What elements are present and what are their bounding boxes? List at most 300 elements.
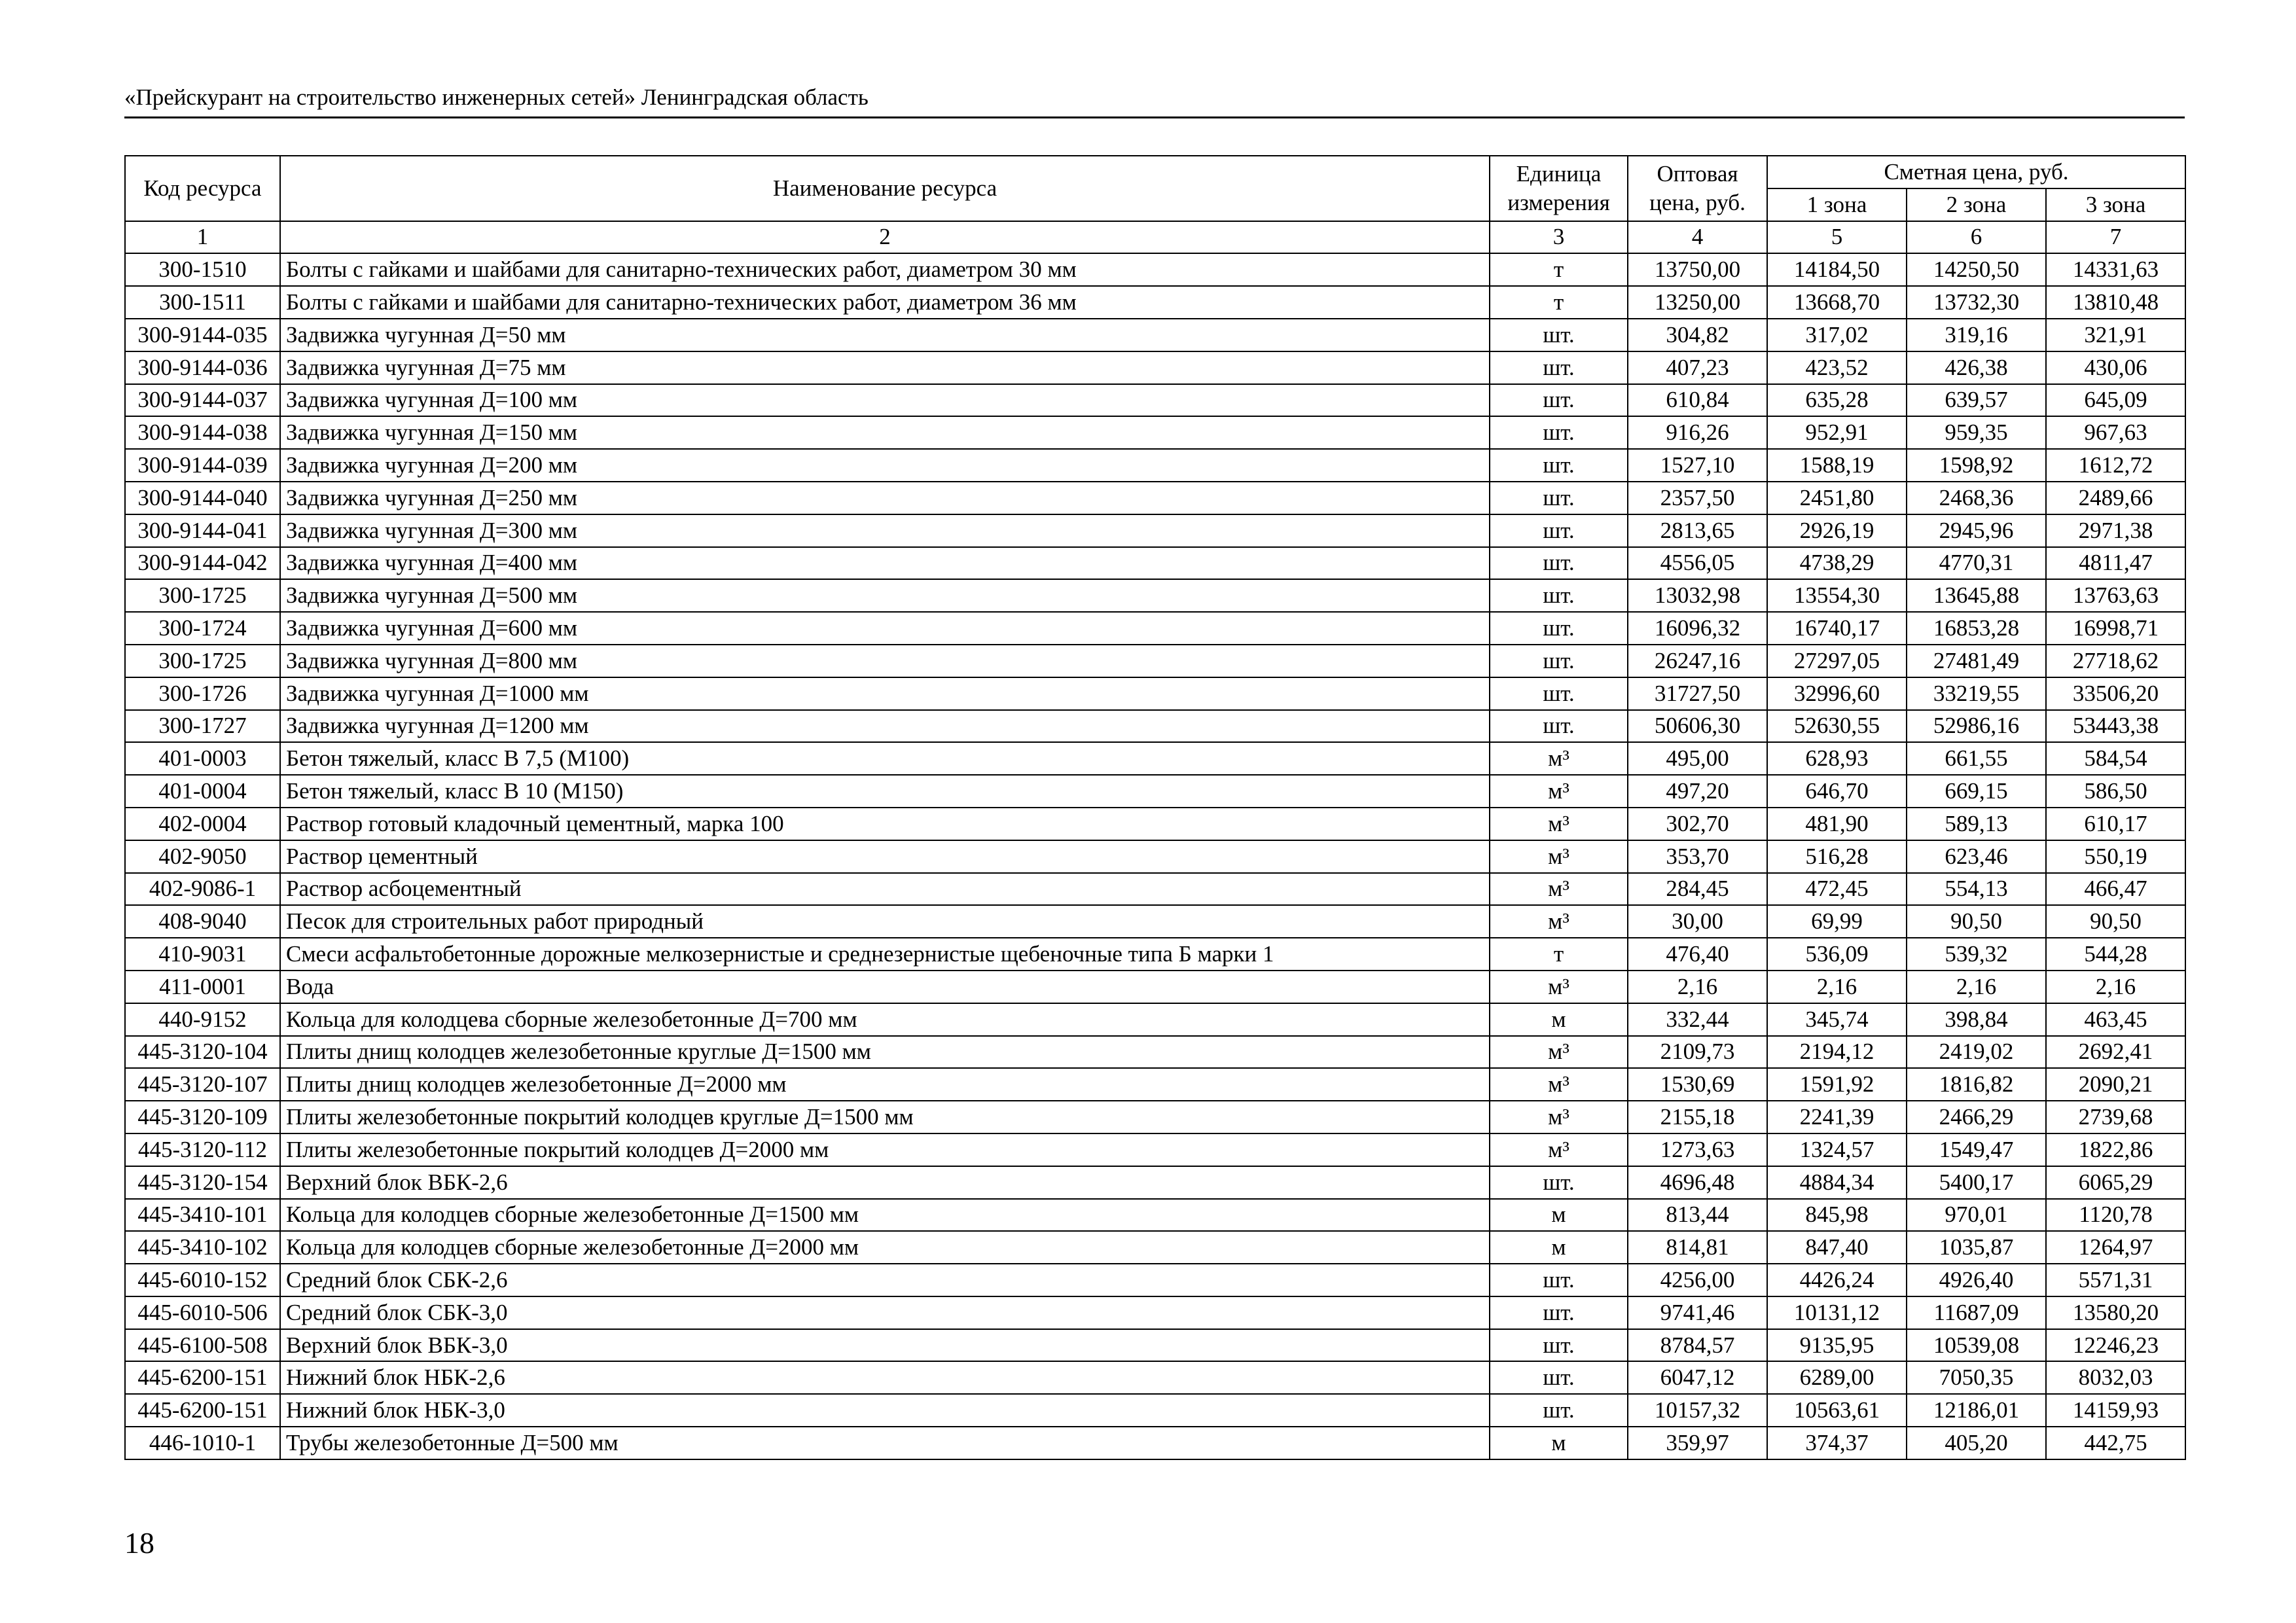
cell-unit: шт.	[1490, 710, 1628, 743]
header-name: Наименование ресурса	[280, 156, 1490, 221]
cell-zone3-price: 463,45	[2046, 1003, 2185, 1036]
cell-name: Верхний блок ВБК-2,6	[280, 1166, 1490, 1199]
cell-zone1-price: 4884,34	[1767, 1166, 1907, 1199]
cell-unit: шт.	[1490, 449, 1628, 482]
cell-wholesale-price: 4556,05	[1628, 547, 1767, 580]
cell-zone1-price: 4738,29	[1767, 547, 1907, 580]
cell-zone3-price: 1120,78	[2046, 1199, 2185, 1232]
cell-name: Плиты днищ колодцев железобетонные круглые Д=1500 мм	[280, 1036, 1490, 1069]
cell-zone1-price: 10563,61	[1767, 1394, 1907, 1427]
cell-code: 300-1725	[125, 579, 280, 612]
cell-unit: шт.	[1490, 319, 1628, 351]
cell-zone1-price: 635,28	[1767, 384, 1907, 417]
header-rule	[124, 116, 2185, 118]
table-row	[125, 449, 2185, 482]
cell-zone2-price: 4770,31	[1907, 547, 2046, 580]
table-header	[125, 156, 2185, 253]
cell-unit: м³	[1490, 873, 1628, 906]
cell-unit: м³	[1490, 808, 1628, 840]
cell-unit: т	[1490, 286, 1628, 319]
cell-name: Средний блок СБК-2,6	[280, 1264, 1490, 1296]
cell-unit: шт.	[1490, 579, 1628, 612]
cell-code: 445-3120-112	[125, 1133, 280, 1166]
cell-code: 445-3410-101	[125, 1199, 280, 1232]
cell-zone1-price: 628,93	[1767, 742, 1907, 775]
cell-wholesale-price: 10157,32	[1628, 1394, 1767, 1427]
cell-zone1-price: 472,45	[1767, 873, 1907, 906]
cell-name: Трубы железобетонные Д=500 мм	[280, 1427, 1490, 1459]
cell-unit: шт.	[1490, 677, 1628, 710]
cell-wholesale-price: 8784,57	[1628, 1329, 1767, 1362]
cell-wholesale-price: 4696,48	[1628, 1166, 1767, 1199]
cell-name: Задвижка чугунная Д=250 мм	[280, 482, 1490, 514]
cell-name: Раствор цементный	[280, 840, 1490, 873]
cell-wholesale-price: 497,20	[1628, 775, 1767, 808]
header-zone1: 1 зона	[1767, 188, 1907, 221]
cell-zone3-price: 430,06	[2046, 351, 2185, 384]
cell-name: Задвижка чугунная Д=200 мм	[280, 449, 1490, 482]
header-estimate: Сметная цена, руб.	[1767, 156, 2185, 188]
cell-zone3-price: 584,54	[2046, 742, 2185, 775]
cell-unit: шт.	[1490, 1361, 1628, 1394]
cell-unit: шт.	[1490, 645, 1628, 677]
cell-wholesale-price: 2357,50	[1628, 482, 1767, 514]
cell-unit: м	[1490, 1231, 1628, 1264]
cell-zone3-price: 2,16	[2046, 971, 2185, 1003]
column-number: 2	[280, 221, 1490, 254]
cell-name: Задвижка чугунная Д=500 мм	[280, 579, 1490, 612]
cell-wholesale-price: 1273,63	[1628, 1133, 1767, 1166]
cell-name: Задвижка чугунная Д=50 мм	[280, 319, 1490, 351]
cell-unit: шт.	[1490, 514, 1628, 547]
table-row	[125, 1003, 2185, 1036]
cell-zone1-price: 845,98	[1767, 1199, 1907, 1232]
table-row	[125, 482, 2185, 514]
cell-unit: шт.	[1490, 482, 1628, 514]
cell-unit: шт.	[1490, 612, 1628, 645]
cell-zone1-price: 317,02	[1767, 319, 1907, 351]
cell-zone2-price: 1035,87	[1907, 1231, 2046, 1264]
cell-zone3-price: 1612,72	[2046, 449, 2185, 482]
table-row	[125, 1361, 2185, 1394]
cell-name: Плиты железобетонные покрытий колодцев круглые Д=1500 мм	[280, 1101, 1490, 1133]
cell-name: Плиты железобетонные покрытий колодцев Д=2000 мм	[280, 1133, 1490, 1166]
cell-code: 445-3120-104	[125, 1036, 280, 1069]
table-row	[125, 612, 2185, 645]
cell-unit: шт.	[1490, 1329, 1628, 1362]
cell-zone3-price: 4811,47	[2046, 547, 2185, 580]
cell-zone3-price: 14159,93	[2046, 1394, 2185, 1427]
cell-name: Бетон тяжелый, класс В 7,5 (М100)	[280, 742, 1490, 775]
cell-zone2-price: 2468,36	[1907, 482, 2046, 514]
cell-zone1-price: 952,91	[1767, 416, 1907, 449]
cell-code: 402-9086-1	[125, 873, 280, 906]
cell-name: Кольца для колодцев сборные железобетонные Д=2000 мм	[280, 1231, 1490, 1264]
cell-zone2-price: 426,38	[1907, 351, 2046, 384]
cell-unit: м³	[1490, 905, 1628, 938]
cell-unit: м	[1490, 1003, 1628, 1036]
cell-zone2-price: 2,16	[1907, 971, 2046, 1003]
cell-unit: шт.	[1490, 1264, 1628, 1296]
cell-wholesale-price: 4256,00	[1628, 1264, 1767, 1296]
table-row	[125, 1296, 2185, 1329]
cell-zone3-price: 550,19	[2046, 840, 2185, 873]
cell-zone3-price: 53443,38	[2046, 710, 2185, 743]
cell-zone1-price: 52630,55	[1767, 710, 1907, 743]
cell-code: 300-9144-035	[125, 319, 280, 351]
cell-zone3-price: 321,91	[2046, 319, 2185, 351]
cell-wholesale-price: 304,82	[1628, 319, 1767, 351]
cell-name: Раствор готовый кладочный цементный, марка 100	[280, 808, 1490, 840]
cell-zone1-price: 2,16	[1767, 971, 1907, 1003]
cell-zone3-price: 586,50	[2046, 775, 2185, 808]
cell-code: 410-9031	[125, 938, 280, 971]
cell-code: 300-1726	[125, 677, 280, 710]
cell-zone2-price: 639,57	[1907, 384, 2046, 417]
cell-unit: м³	[1490, 840, 1628, 873]
cell-code: 300-1510	[125, 253, 280, 286]
cell-zone1-price: 2194,12	[1767, 1036, 1907, 1069]
cell-wholesale-price: 9741,46	[1628, 1296, 1767, 1329]
cell-zone1-price: 13554,30	[1767, 579, 1907, 612]
cell-zone2-price: 959,35	[1907, 416, 2046, 449]
cell-name: Задвижка чугунная Д=300 мм	[280, 514, 1490, 547]
cell-zone1-price: 1324,57	[1767, 1133, 1907, 1166]
cell-zone3-price: 2971,38	[2046, 514, 2185, 547]
cell-zone3-price: 14331,63	[2046, 253, 2185, 286]
cell-code: 300-1727	[125, 710, 280, 743]
table-row	[125, 677, 2185, 710]
cell-code: 446-1010-1	[125, 1427, 280, 1459]
table-row	[125, 1329, 2185, 1362]
cell-wholesale-price: 813,44	[1628, 1199, 1767, 1232]
cell-name: Смеси асфальтобетонные дорожные мелкозернистые и среднезернистые щебеночные типа Б марки 1	[280, 938, 1490, 971]
cell-zone3-price: 8032,03	[2046, 1361, 2185, 1394]
cell-code: 300-9144-041	[125, 514, 280, 547]
cell-code: 401-0003	[125, 742, 280, 775]
cell-code: 445-3120-107	[125, 1068, 280, 1101]
cell-zone2-price: 1598,92	[1907, 449, 2046, 482]
cell-zone3-price: 13763,63	[2046, 579, 2185, 612]
cell-unit: м³	[1490, 1068, 1628, 1101]
cell-zone2-price: 13645,88	[1907, 579, 2046, 612]
column-number: 1	[125, 221, 280, 254]
cell-code: 300-9144-037	[125, 384, 280, 417]
table-row	[125, 1264, 2185, 1296]
cell-name: Кольца для колодцева сборные железобетонные Д=700 мм	[280, 1003, 1490, 1036]
table-row	[125, 1166, 2185, 1199]
cell-wholesale-price: 916,26	[1628, 416, 1767, 449]
cell-zone3-price: 2739,68	[2046, 1101, 2185, 1133]
cell-wholesale-price: 1527,10	[1628, 449, 1767, 482]
cell-zone1-price: 13668,70	[1767, 286, 1907, 319]
column-number: 3	[1490, 221, 1628, 254]
cell-wholesale-price: 302,70	[1628, 808, 1767, 840]
cell-code: 300-9144-042	[125, 547, 280, 580]
cell-code: 300-1724	[125, 612, 280, 645]
cell-code: 445-3120-109	[125, 1101, 280, 1133]
cell-zone3-price: 33506,20	[2046, 677, 2185, 710]
cell-wholesale-price: 2109,73	[1628, 1036, 1767, 1069]
cell-name: Песок для строительных работ природный	[280, 905, 1490, 938]
table-row	[125, 384, 2185, 417]
cell-wholesale-price: 13032,98	[1628, 579, 1767, 612]
cell-wholesale-price: 407,23	[1628, 351, 1767, 384]
cell-unit: м³	[1490, 742, 1628, 775]
cell-name: Задвижка чугунная Д=1000 мм	[280, 677, 1490, 710]
cell-code: 402-0004	[125, 808, 280, 840]
cell-unit: шт.	[1490, 384, 1628, 417]
cell-unit: т	[1490, 938, 1628, 971]
cell-unit: шт.	[1490, 1296, 1628, 1329]
cell-wholesale-price: 2,16	[1628, 971, 1767, 1003]
cell-zone2-price: 7050,35	[1907, 1361, 2046, 1394]
cell-zone3-price: 442,75	[2046, 1427, 2185, 1459]
cell-unit: м³	[1490, 1036, 1628, 1069]
cell-zone2-price: 12186,01	[1907, 1394, 2046, 1427]
table-row	[125, 351, 2185, 384]
cell-zone1-price: 32996,60	[1767, 677, 1907, 710]
cell-wholesale-price: 2155,18	[1628, 1101, 1767, 1133]
cell-code: 300-9144-036	[125, 351, 280, 384]
header-zone2: 2 зона	[1907, 188, 2046, 221]
cell-zone2-price: 14250,50	[1907, 253, 2046, 286]
cell-zone2-price: 52986,16	[1907, 710, 2046, 743]
cell-wholesale-price: 13750,00	[1628, 253, 1767, 286]
cell-code: 300-9144-040	[125, 482, 280, 514]
cell-unit: шт.	[1490, 416, 1628, 449]
cell-zone1-price: 374,37	[1767, 1427, 1907, 1459]
cell-code: 300-1725	[125, 645, 280, 677]
cell-zone2-price: 589,13	[1907, 808, 2046, 840]
cell-wholesale-price: 332,44	[1628, 1003, 1767, 1036]
column-number-row	[125, 221, 2185, 254]
header-code: Код ресурса	[125, 156, 280, 221]
cell-unit: шт.	[1490, 1394, 1628, 1427]
cell-zone1-price: 847,40	[1767, 1231, 1907, 1264]
cell-zone1-price: 2241,39	[1767, 1101, 1907, 1133]
cell-zone2-price: 661,55	[1907, 742, 2046, 775]
table-row	[125, 873, 2185, 906]
cell-zone2-price: 319,16	[1907, 319, 2046, 351]
cell-code: 300-9144-038	[125, 416, 280, 449]
cell-wholesale-price: 6047,12	[1628, 1361, 1767, 1394]
cell-zone3-price: 1264,97	[2046, 1231, 2185, 1264]
cell-unit: м³	[1490, 1101, 1628, 1133]
table-row	[125, 547, 2185, 580]
cell-code: 445-6200-151	[125, 1394, 280, 1427]
cell-zone3-price: 610,17	[2046, 808, 2185, 840]
cell-code: 445-6010-152	[125, 1264, 280, 1296]
cell-unit: шт.	[1490, 1166, 1628, 1199]
table-row	[125, 579, 2185, 612]
cell-zone1-price: 14184,50	[1767, 253, 1907, 286]
cell-zone2-price: 1816,82	[1907, 1068, 2046, 1101]
cell-zone2-price: 2419,02	[1907, 1036, 2046, 1069]
cell-wholesale-price: 30,00	[1628, 905, 1767, 938]
cell-zone2-price: 5400,17	[1907, 1166, 2046, 1199]
cell-code: 401-0004	[125, 775, 280, 808]
cell-zone1-price: 9135,95	[1767, 1329, 1907, 1362]
cell-unit: т	[1490, 253, 1628, 286]
table-row	[125, 710, 2185, 743]
cell-name: Нижний блок НБК-2,6	[280, 1361, 1490, 1394]
cell-wholesale-price: 1530,69	[1628, 1068, 1767, 1101]
cell-name: Нижний блок НБК-3,0	[280, 1394, 1490, 1427]
cell-zone1-price: 27297,05	[1767, 645, 1907, 677]
cell-wholesale-price: 2813,65	[1628, 514, 1767, 547]
cell-zone3-price: 967,63	[2046, 416, 2185, 449]
table-row	[125, 971, 2185, 1003]
cell-wholesale-price: 50606,30	[1628, 710, 1767, 743]
table-row	[125, 742, 2185, 775]
table-row	[125, 1231, 2185, 1264]
cell-code: 445-3410-102	[125, 1231, 280, 1264]
cell-zone3-price: 6065,29	[2046, 1166, 2185, 1199]
column-number: 6	[1907, 221, 2046, 254]
cell-zone2-price: 16853,28	[1907, 612, 2046, 645]
column-number: 5	[1767, 221, 1907, 254]
cell-zone1-price: 646,70	[1767, 775, 1907, 808]
cell-zone2-price: 405,20	[1907, 1427, 2046, 1459]
table-row	[125, 1199, 2185, 1232]
cell-code: 440-9152	[125, 1003, 280, 1036]
cell-zone1-price: 16740,17	[1767, 612, 1907, 645]
table-row	[125, 808, 2185, 840]
cell-unit: м	[1490, 1199, 1628, 1232]
cell-wholesale-price: 476,40	[1628, 938, 1767, 971]
running-header: «Прейскурант на строительство инженерных сетей» Ленинградская область	[124, 84, 869, 110]
cell-zone2-price: 970,01	[1907, 1199, 2046, 1232]
cell-zone1-price: 69,99	[1767, 905, 1907, 938]
cell-zone2-price: 623,46	[1907, 840, 2046, 873]
cell-zone1-price: 423,52	[1767, 351, 1907, 384]
cell-zone2-price: 554,13	[1907, 873, 2046, 906]
table-row	[125, 1427, 2185, 1459]
cell-zone1-price: 4426,24	[1767, 1264, 1907, 1296]
cell-wholesale-price: 284,45	[1628, 873, 1767, 906]
cell-zone3-price: 16998,71	[2046, 612, 2185, 645]
cell-unit: м³	[1490, 1133, 1628, 1166]
table-row	[125, 416, 2185, 449]
cell-name: Бетон тяжелый, класс В 10 (М150)	[280, 775, 1490, 808]
cell-code: 300-1511	[125, 286, 280, 319]
cell-code: 411-0001	[125, 971, 280, 1003]
cell-name: Задвижка чугунная Д=1200 мм	[280, 710, 1490, 743]
cell-name: Вода	[280, 971, 1490, 1003]
cell-zone1-price: 536,09	[1767, 938, 1907, 971]
table-row	[125, 1036, 2185, 1069]
cell-unit: шт.	[1490, 547, 1628, 580]
table-row	[125, 905, 2185, 938]
cell-zone2-price: 10539,08	[1907, 1329, 2046, 1362]
table-row	[125, 319, 2185, 351]
cell-zone2-price: 669,15	[1907, 775, 2046, 808]
cell-name: Болты с гайками и шайбами для санитарно-технических работ, диаметром 36 мм	[280, 286, 1490, 319]
header-wholesale: Оптовая цена, руб.	[1628, 156, 1767, 221]
cell-code: 300-9144-039	[125, 449, 280, 482]
cell-zone2-price: 33219,55	[1907, 677, 2046, 710]
table-row	[125, 1068, 2185, 1101]
cell-name: Задвижка чугунная Д=75 мм	[280, 351, 1490, 384]
cell-code: 402-9050	[125, 840, 280, 873]
cell-zone2-price: 2945,96	[1907, 514, 2046, 547]
table-row	[125, 840, 2185, 873]
cell-code: 445-3120-154	[125, 1166, 280, 1199]
cell-name: Кольца для колодцев сборные железобетонные Д=1500 мм	[280, 1199, 1490, 1232]
cell-zone3-price: 2692,41	[2046, 1036, 2185, 1069]
cell-zone2-price: 1549,47	[1907, 1133, 2046, 1166]
table-row	[125, 253, 2185, 286]
cell-zone2-price: 11687,09	[1907, 1296, 2046, 1329]
cell-code: 445-6010-506	[125, 1296, 280, 1329]
page-number: 18	[124, 1526, 154, 1560]
cell-zone1-price: 1588,19	[1767, 449, 1907, 482]
cell-zone3-price: 27718,62	[2046, 645, 2185, 677]
cell-zone1-price: 2926,19	[1767, 514, 1907, 547]
cell-name: Задвижка чугунная Д=150 мм	[280, 416, 1490, 449]
cell-zone1-price: 481,90	[1767, 808, 1907, 840]
cell-zone2-price: 4926,40	[1907, 1264, 2046, 1296]
header-unit: Единица измерения	[1490, 156, 1628, 221]
cell-wholesale-price: 26247,16	[1628, 645, 1767, 677]
cell-unit: м	[1490, 1427, 1628, 1459]
cell-wholesale-price: 13250,00	[1628, 286, 1767, 319]
table-row	[125, 1394, 2185, 1427]
cell-wholesale-price: 610,84	[1628, 384, 1767, 417]
cell-name: Задвижка чугунная Д=400 мм	[280, 547, 1490, 580]
cell-name: Задвижка чугунная Д=800 мм	[280, 645, 1490, 677]
cell-name: Плиты днищ колодцев железобетонные Д=2000 мм	[280, 1068, 1490, 1101]
cell-zone2-price: 13732,30	[1907, 286, 2046, 319]
cell-zone1-price: 1591,92	[1767, 1068, 1907, 1101]
cell-wholesale-price: 814,81	[1628, 1231, 1767, 1264]
cell-unit: шт.	[1490, 351, 1628, 384]
cell-code: 408-9040	[125, 905, 280, 938]
cell-wholesale-price: 359,97	[1628, 1427, 1767, 1459]
table-row	[125, 775, 2185, 808]
cell-zone3-price: 90,50	[2046, 905, 2185, 938]
cell-zone3-price: 13810,48	[2046, 286, 2185, 319]
cell-zone1-price: 10131,12	[1767, 1296, 1907, 1329]
table-row	[125, 645, 2185, 677]
cell-name: Средний блок СБК-3,0	[280, 1296, 1490, 1329]
cell-zone2-price: 2466,29	[1907, 1101, 2046, 1133]
table-row	[125, 514, 2185, 547]
cell-unit: м³	[1490, 971, 1628, 1003]
cell-zone3-price: 466,47	[2046, 873, 2185, 906]
cell-zone3-price: 645,09	[2046, 384, 2185, 417]
cell-name: Задвижка чугунная Д=100 мм	[280, 384, 1490, 417]
cell-zone1-price: 516,28	[1767, 840, 1907, 873]
cell-zone2-price: 27481,49	[1907, 645, 2046, 677]
cell-zone3-price: 13580,20	[2046, 1296, 2185, 1329]
cell-name: Раствор асбоцементный	[280, 873, 1490, 906]
cell-name: Болты с гайками и шайбами для санитарно-технических работ, диаметром 30 мм	[280, 253, 1490, 286]
table-row	[125, 1133, 2185, 1166]
cell-zone3-price: 2489,66	[2046, 482, 2185, 514]
cell-wholesale-price: 495,00	[1628, 742, 1767, 775]
header-zone3: 3 зона	[2046, 188, 2185, 221]
price-table	[124, 155, 2186, 1460]
cell-zone1-price: 6289,00	[1767, 1361, 1907, 1394]
cell-zone3-price: 12246,23	[2046, 1329, 2185, 1362]
cell-wholesale-price: 16096,32	[1628, 612, 1767, 645]
cell-zone3-price: 2090,21	[2046, 1068, 2185, 1101]
cell-zone3-price: 544,28	[2046, 938, 2185, 971]
cell-zone3-price: 5571,31	[2046, 1264, 2185, 1296]
cell-zone1-price: 345,74	[1767, 1003, 1907, 1036]
